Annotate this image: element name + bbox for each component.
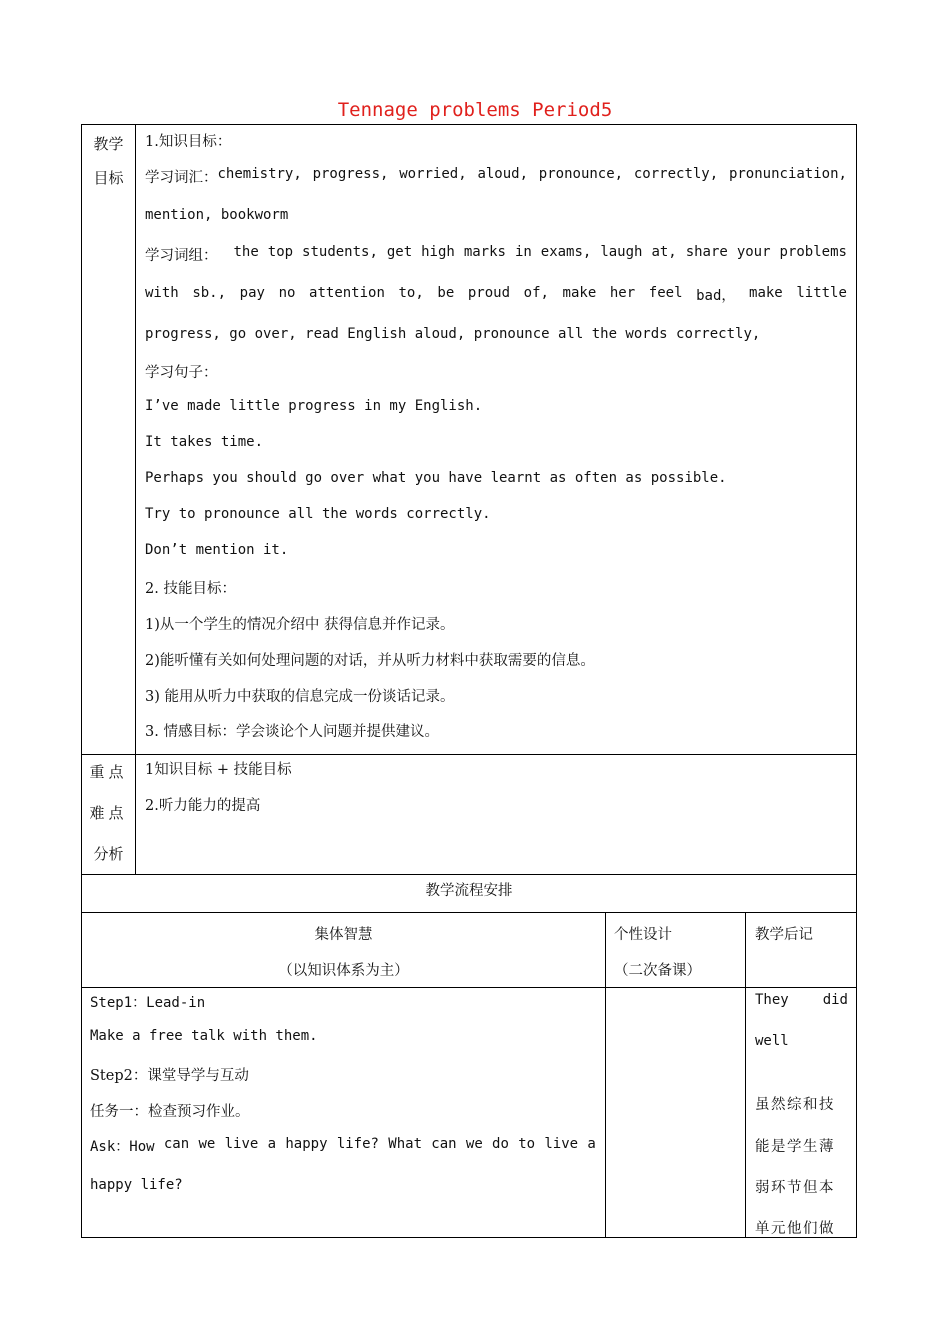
step-2: Step2：课堂导学与互动 xyxy=(90,1068,249,1084)
ask-word: life? xyxy=(336,1136,379,1152)
ask-word: to xyxy=(518,1136,536,1152)
ask-word: a xyxy=(267,1136,277,1152)
free-talk: Make a free talk with them. xyxy=(90,1028,318,1044)
skill-3: 3) 能用从听力中获取的信息完成一份谈话记录。 xyxy=(145,689,455,705)
phrase-word: students, xyxy=(302,244,378,260)
phrase-word: get xyxy=(386,244,413,260)
emotion-objective: 3. 情感目标：学会谈论个人问题并提供建议。 xyxy=(145,724,439,740)
ask-word: we xyxy=(198,1136,216,1152)
col-collective-subtitle: （以知识体系为主） xyxy=(278,963,409,979)
ask-word: a xyxy=(587,1136,596,1152)
phrase-word: attention xyxy=(309,285,385,301)
column-divider-design xyxy=(605,912,606,1238)
lesson-plan-table xyxy=(81,124,857,1238)
phrase-word: bad， xyxy=(696,288,736,304)
phrase-word: exams, xyxy=(540,244,592,260)
document-title: Tennage problems Period5 xyxy=(337,99,613,121)
phrase-word: make xyxy=(562,285,597,301)
keypoints-label-line1: 重点 xyxy=(89,763,128,781)
ask-word: What xyxy=(388,1136,422,1152)
vocab-word: pronounce, xyxy=(538,166,624,182)
sentence-4: Try to pronounce all the words correctly. xyxy=(145,506,491,522)
vocab-word: aloud, xyxy=(477,166,529,182)
phrase-word: top xyxy=(267,244,294,260)
objectives-label xyxy=(82,127,135,195)
column-divider-notes xyxy=(745,912,746,1238)
phrases-words-line2 xyxy=(145,285,847,305)
phrase-word: in xyxy=(514,244,532,260)
phrase-word: high xyxy=(421,244,455,260)
vocab-row xyxy=(145,166,847,187)
phrase-word: little xyxy=(796,285,847,301)
phrase-word: feel xyxy=(648,285,683,301)
vocab-label: 学习词汇： xyxy=(145,170,218,186)
ask-word: can xyxy=(431,1136,457,1152)
col-design-title: 个性设计 xyxy=(614,927,672,943)
phrase-word: at, xyxy=(651,244,677,260)
col-notes-header: 教学后记 xyxy=(755,927,813,943)
phrase-word: no xyxy=(278,285,296,301)
notes-line3: 虽然综和技 xyxy=(755,1097,835,1113)
phrase-word: marks xyxy=(463,244,506,260)
phrase-word: with xyxy=(145,285,179,301)
knowledge-heading: 1.知识目标： xyxy=(145,134,232,150)
skills-heading: 2. 技能目标： xyxy=(145,581,236,597)
phrase-word: share xyxy=(685,244,728,260)
notes-line5: 弱环节但本 xyxy=(755,1180,835,1196)
phrases-words-line1 xyxy=(234,244,848,265)
vocab-word: worried, xyxy=(399,166,467,182)
notes-word: did xyxy=(822,992,848,1008)
notes-line2: well xyxy=(755,1033,789,1049)
vocab-word: chemistry, xyxy=(217,166,302,182)
phrases-line3: progress, go over, read English aloud, pronounce all the words correctly, xyxy=(145,326,761,342)
ask-line2: happy life? xyxy=(90,1177,183,1193)
phrases-row xyxy=(145,244,847,265)
ask-word: happy xyxy=(285,1136,328,1152)
skill-1: 1)从一个学生的情况介绍中 获得信息并作记录。 xyxy=(145,617,455,633)
sentence-3: Perhaps you should go over what you have learnt as often as possible. xyxy=(145,470,727,486)
keypoint-2: 2.听力能力的提高 xyxy=(145,798,261,814)
ask-line1 xyxy=(90,1136,596,1156)
phrase-word: proud xyxy=(467,285,511,301)
notes-line4: 能是学生薄 xyxy=(755,1139,835,1155)
sentence-5: Don’t mention it. xyxy=(145,542,289,558)
phrase-word: of, xyxy=(523,285,549,301)
phrase-word: make xyxy=(749,285,783,301)
col-design-header xyxy=(614,917,701,989)
process-heading: 教学流程安排 xyxy=(425,883,513,899)
vocab-word: correctly, xyxy=(633,166,719,182)
phrase-word: her xyxy=(609,285,636,301)
phrase-word: problems xyxy=(779,244,847,260)
objectives-label-line1: 教学 xyxy=(93,135,124,153)
notes-word: They xyxy=(755,992,789,1008)
vocab-word: progress, xyxy=(312,166,389,182)
ask-word: Ask：How xyxy=(90,1139,155,1155)
task-1: 任务一：检查预习作业。 xyxy=(90,1104,250,1120)
row-divider-objectives xyxy=(82,754,856,755)
label-column-divider xyxy=(135,125,136,875)
row-divider-keypoints xyxy=(82,874,856,875)
step-1: Step1：Lead-in xyxy=(90,995,206,1011)
ask-word: can xyxy=(163,1136,190,1152)
skill-2: 2)能听懂有关如何处理问题的对话，并从听力材料中获取需要的信息。 xyxy=(145,653,595,669)
keypoints-label-line3: 分析 xyxy=(93,845,124,863)
row-divider-process-heading xyxy=(82,912,856,913)
sentence-2: It takes time. xyxy=(145,434,264,450)
ask-word: do xyxy=(492,1136,509,1152)
ask-word: live xyxy=(224,1136,259,1152)
vocab-words xyxy=(218,166,848,187)
phrase-word: laugh xyxy=(600,244,643,260)
phrase-word: to, xyxy=(398,285,424,301)
phrase-word: your xyxy=(736,244,771,260)
phrase-word: be xyxy=(437,285,455,301)
col-collective-header xyxy=(82,917,605,989)
col-design-subtitle: （二次备课） xyxy=(614,963,701,979)
ask-word: live xyxy=(544,1136,579,1152)
keypoint-1: 1知识目标 + 技能目标 xyxy=(145,762,292,778)
col-collective-title: 集体智慧 xyxy=(314,927,373,943)
vocab-line2: mention, bookworm xyxy=(145,207,289,223)
vocab-word: pronunciation, xyxy=(728,166,847,182)
phrase-word: sb., xyxy=(192,285,227,301)
notes-line1 xyxy=(755,992,848,1008)
sentences-label: 学习句子： xyxy=(145,365,218,381)
keypoints-label-line2: 难点 xyxy=(89,804,128,822)
objectives-label-line2: 目标 xyxy=(93,169,124,187)
phrase-word: pay xyxy=(239,285,265,301)
notes-line6: 单元他们做 xyxy=(755,1221,835,1237)
ask-word: we xyxy=(465,1136,483,1152)
keypoints-label xyxy=(82,752,135,875)
phrase-word: the xyxy=(233,244,259,260)
phrases-label: 学习词组： xyxy=(145,248,218,264)
sentence-1: I’ve made little progress in my English. xyxy=(145,398,483,414)
